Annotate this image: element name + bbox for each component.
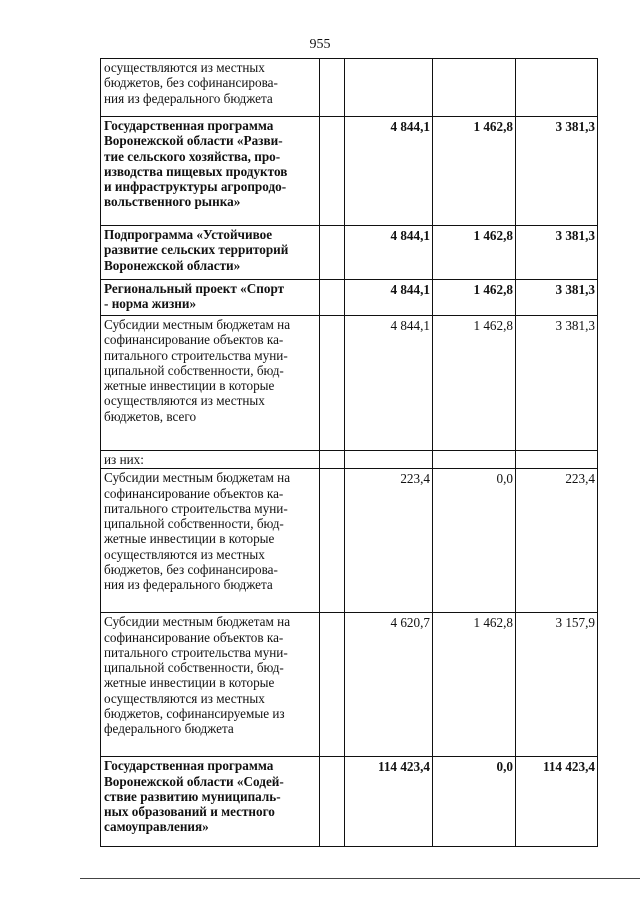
empty-cell (320, 226, 345, 280)
description-line: питального строительства муни- (104, 644, 288, 660)
description-line: бюджетов, софинансируемые из (104, 706, 285, 722)
description-line: жетные инвестиции в которые (104, 531, 275, 547)
description-line: федерального бюджета (104, 721, 234, 737)
description-line: ствие развитию муниципаль- (104, 788, 281, 804)
description-line: Подпрограмма «Устойчивое (104, 227, 273, 242)
amount-cell-3: 3 381,3 (516, 226, 598, 280)
description-line: Государственная программа (104, 758, 274, 774)
table-row (101, 59, 598, 117)
description-line: ципальной собственности, бюд- (104, 660, 284, 676)
row-description (101, 316, 320, 451)
description-line: Воронежской области» (104, 257, 241, 273)
description-line: ных образований и местного (104, 804, 275, 820)
description-line: ния из федерального бюджета (104, 90, 273, 106)
description-line: Воронежской области «Содей- (104, 773, 284, 789)
amount-cell-1: 4 844,1 (345, 117, 433, 226)
amount-cell-3: 3 157,9 (516, 613, 598, 757)
description-line: питального строительства муни- (104, 347, 288, 363)
description-line: осуществляются из местных (104, 393, 265, 409)
empty-cell (320, 757, 345, 847)
amount-cell-2: 1 462,8 (433, 316, 516, 451)
row-description (101, 613, 320, 757)
description-line: - норма жизни» (104, 296, 197, 312)
table-row (101, 117, 598, 226)
amount-cell-3 (516, 451, 598, 469)
amount-cell-3: 3 381,3 (516, 117, 598, 226)
description-line: осуществляются из местных (104, 690, 265, 706)
empty-cell (320, 59, 345, 117)
table-row (101, 280, 598, 316)
amount-cell-2: 1 462,8 (433, 613, 516, 757)
description-line: осуществляются из местных (104, 60, 265, 75)
table-row (101, 469, 598, 613)
amount-cell-1: 4 844,1 (345, 226, 433, 280)
description-line: Государственная программа (104, 118, 274, 133)
description-line: Субсидии местным бюджетам на (104, 614, 291, 630)
description-line: Субсидии местным бюджетам на (104, 470, 291, 486)
description-line: самоуправления» (104, 819, 209, 835)
amount-cell-3: 223,4 (516, 469, 598, 613)
description-line: изводства пищевых продуктов (104, 163, 288, 179)
row-description (101, 59, 320, 117)
description-line: бюджетов, без софинансирова- (104, 75, 278, 91)
empty-cell (320, 469, 345, 613)
description-line: развитие сельских территорий (104, 242, 289, 258)
description-line: софинансирование объектов ка- (104, 629, 284, 645)
empty-cell (320, 280, 345, 316)
amount-cell-2: 1 462,8 (433, 280, 516, 316)
table-row (101, 757, 598, 847)
description-line: из них: (104, 452, 144, 467)
table-row (101, 451, 598, 469)
description-line: Субсидии местным бюджетам на (104, 317, 291, 332)
amount-cell-2: 0,0 (433, 469, 516, 613)
amount-cell-1 (345, 59, 433, 117)
amount-cell-2 (433, 59, 516, 117)
description-line: тие сельского хозяйства, про- (104, 148, 281, 164)
description-line: Воронежской области «Разви- (104, 133, 283, 149)
amount-cell-3: 3 381,3 (516, 316, 598, 451)
page-number: 955 (309, 37, 331, 52)
description-line: софинансирование объектов ка- (104, 485, 284, 501)
description-line: ципальной собственности, бюд- (104, 516, 284, 532)
empty-cell (320, 117, 345, 226)
row-description (101, 757, 320, 847)
description-line: питального строительства муни- (104, 500, 288, 516)
empty-cell (320, 613, 345, 757)
table-row (101, 316, 598, 451)
row-description (101, 117, 320, 226)
budget-table (100, 58, 598, 847)
amount-cell-2 (433, 451, 516, 469)
amount-cell-2: 1 462,8 (433, 226, 516, 280)
description-line: жетные инвестиции в которые (104, 378, 275, 394)
description-line: осуществляются из местных (104, 546, 265, 562)
row-description (101, 226, 320, 280)
description-line: ния из федерального бюджета (104, 577, 273, 593)
description-line: бюджетов, без софинансирова- (104, 562, 278, 578)
amount-cell-1: 4 620,7 (345, 613, 433, 757)
row-description (101, 280, 320, 316)
amount-cell-3 (516, 59, 598, 117)
amount-cell-1: 4 844,1 (345, 316, 433, 451)
amount-cell-1 (345, 451, 433, 469)
empty-cell (320, 451, 345, 469)
budget-table-body (101, 59, 598, 847)
description-line: жетные инвестиции в которые (104, 675, 275, 691)
amount-cell-3: 114 423,4 (516, 757, 598, 847)
table-row (101, 226, 598, 280)
row-description (101, 451, 320, 469)
amount-cell-1: 114 423,4 (345, 757, 433, 847)
table-row (101, 613, 598, 757)
description-line: бюджетов, всего (104, 408, 197, 424)
amount-cell-2: 0,0 (433, 757, 516, 847)
amount-cell-1: 223,4 (345, 469, 433, 613)
description-line: ципальной собственности, бюд- (104, 362, 284, 378)
amount-cell-3: 3 381,3 (516, 280, 598, 316)
amount-cell-2: 1 462,8 (433, 117, 516, 226)
description-line: Региональный проект «Спорт (104, 281, 285, 296)
description-line: и инфраструктуры агропродо- (104, 179, 287, 195)
amount-cell-1: 4 844,1 (345, 280, 433, 316)
footer-rule (80, 878, 640, 879)
empty-cell (320, 316, 345, 451)
description-line: вольственного рынка» (104, 194, 241, 210)
row-description (101, 469, 320, 613)
description-line: софинансирование объектов ка- (104, 332, 284, 348)
